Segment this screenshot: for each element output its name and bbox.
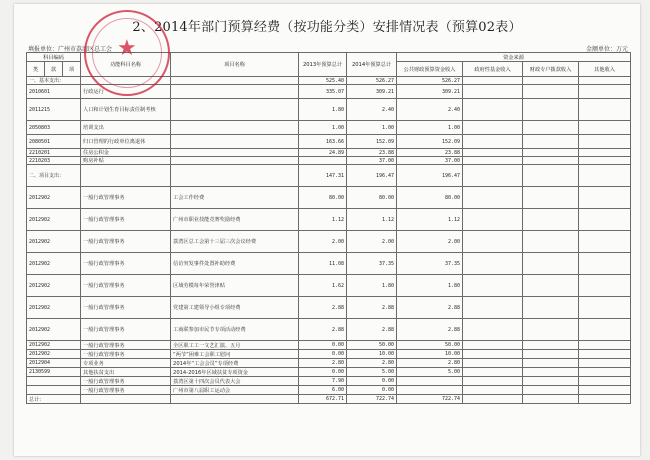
cell-project-name [171,99,299,121]
cell-special-account [523,187,579,209]
cell-project-name: “两节”困难工会职工慰问 [171,350,299,359]
cell-subject-code: 2010601 [27,85,81,99]
cell-other-income [579,77,631,85]
cell-other-income [579,157,631,165]
cell-func-subject-name: 一般行政管理事务 [81,341,171,350]
cell-other-income [579,297,631,319]
cell-func-subject-name [81,165,171,187]
cell-project-name [171,395,299,404]
table-row [27,85,631,99]
table-row [27,135,631,149]
cell-project-name: 全区职工工一文艺汇演、五月 [171,341,299,350]
cell-subject-code: 2012902 [27,341,81,350]
cell-budget-2014: 196.47 [347,165,397,187]
cell-subject-code [27,377,81,386]
table-row [27,359,631,368]
cell-func-subject-name: 一般行政管理事务 [81,386,171,395]
cell-subject-code: 2012902 [27,319,81,341]
cell-subject-code: 2012902 [27,187,81,209]
cell-public-finance: 1.00 [397,121,463,135]
cell-other-income [579,135,631,149]
cell-project-name [171,157,299,165]
cell-other-income [579,99,631,121]
cell-func-subject-name: 一般行政管理事务 [81,187,171,209]
reporting-unit-name: 广州市荔湾区总工会 [58,46,113,53]
cell-other-income [579,275,631,297]
table-row [27,165,631,187]
cell-func-subject-name: 行政运行 [81,85,171,99]
header-func-subject-name: 功能科目名称 [81,53,171,77]
cell-gov-fund [463,165,523,187]
cell-func-subject-name: 一般行政管理事务 [81,297,171,319]
cell-budget-2014: 23.88 [347,149,397,157]
cell-special-account [523,319,579,341]
cell-budget-2013: 2.88 [299,319,347,341]
cell-other-income [579,165,631,187]
cell-budget-2014: 0.00 [347,386,397,395]
cell-project-name: 区域劳模每年荣誉津贴 [171,275,299,297]
cell-special-account [523,253,579,275]
cell-public-finance: 5.00 [397,368,463,377]
cell-project-name: 党建第工建领导小组专项经费 [171,297,299,319]
cell-project-name [171,135,299,149]
table-row [27,297,631,319]
cell-func-subject-name: 一般行政管理事务 [81,253,171,275]
cell-special-account [523,165,579,187]
cell-budget-2014: 1.80 [347,275,397,297]
cell-gov-fund [463,99,523,121]
cell-subject-code: 二、项目支出： [27,165,81,187]
cell-project-name: 广州市第八届职工运动会 [171,386,299,395]
cell-func-subject-name [81,395,171,404]
cell-gov-fund [463,275,523,297]
cell-project-name: 信访突发事件处置补助经费 [171,253,299,275]
table-row [27,350,631,359]
document-sheet [14,4,640,456]
cell-other-income [579,121,631,135]
cell-public-finance [397,386,463,395]
cell-special-account [523,275,579,297]
cell-special-account [523,157,579,165]
cell-other-income [579,85,631,99]
budget-table [26,52,631,404]
cell-other-income [579,377,631,386]
cell-func-subject-name: 培训支出 [81,121,171,135]
header-item: 项 [63,62,81,77]
cell-gov-fund [463,209,523,231]
cell-gov-fund [463,149,523,157]
cell-special-account [523,341,579,350]
cell-subject-code: 2012902 [27,350,81,359]
cell-public-finance: 23.88 [397,149,463,157]
header-funding-source: 资金来源 [397,53,631,62]
cell-special-account [523,85,579,99]
cell-other-income [579,253,631,275]
cell-subject-code: 2050803 [27,121,81,135]
header-project-name: 项目名称 [171,53,299,77]
cell-special-account [523,368,579,377]
cell-special-account [523,209,579,231]
amount-unit: 金额单位：万元 [585,46,628,53]
table-row [27,77,631,85]
cell-func-subject-name: 一般行政管理事务 [81,275,171,297]
cell-public-finance: 2.80 [397,359,463,368]
cell-gov-fund [463,359,523,368]
header-subject-code: 科目编码 [27,53,81,62]
cell-func-subject-name: 一般行政管理事务 [81,377,171,386]
budget-table-body [27,77,631,404]
cell-project-name: 荔湾区总工会第十三届三次会议经费 [171,231,299,253]
cell-gov-fund [463,297,523,319]
cell-func-subject-name: 一般行政管理事务 [81,350,171,359]
cell-project-name: 广州市职业技能竞赛奖励经费 [171,209,299,231]
table-row [27,386,631,395]
cell-gov-fund [463,121,523,135]
cell-subject-code: 2012902 [27,275,81,297]
table-row [27,368,631,377]
cell-budget-2013: 147.31 [299,165,347,187]
cell-public-finance [397,377,463,386]
table-row [27,377,631,386]
table-row [27,209,631,231]
header-special-account: 财政专户拨款收入 [523,62,579,77]
cell-subject-code: 2012902 [27,209,81,231]
cell-project-name: 荔湾区第十四次会员代表大会 [171,377,299,386]
table-row [27,121,631,135]
cell-subject-code: 一、基本支出： [27,77,81,85]
cell-gov-fund [463,341,523,350]
cell-func-subject-name: 归口管理的行政单位离退休 [81,135,171,149]
cell-gov-fund [463,368,523,377]
cell-budget-2013: 24.89 [299,149,347,157]
cell-subject-code [27,386,81,395]
cell-budget-2013: 1.80 [299,99,347,121]
cell-other-income [579,187,631,209]
cell-public-finance: 2.88 [397,319,463,341]
cell-budget-2014: 37.00 [347,157,397,165]
table-row [27,187,631,209]
cell-subject-code: 2130599 [27,368,81,377]
cell-public-finance: 37.35 [397,253,463,275]
cell-special-account [523,231,579,253]
cell-gov-fund [463,319,523,341]
cell-other-income [579,395,631,404]
cell-project-name [171,149,299,157]
cell-budget-2013: 672.71 [299,395,347,404]
reporting-unit-label: 填报单位： [28,46,59,53]
cell-other-income [579,368,631,377]
cell-subject-code: 2210201 [27,149,81,157]
header-public-finance: 公共财政预算资金收入 [397,62,463,77]
cell-project-name [171,121,299,135]
cell-budget-2014: 5.00 [347,368,397,377]
cell-project-name [171,165,299,187]
cell-budget-2014: 80.00 [347,187,397,209]
cell-special-account [523,77,579,85]
cell-other-income [579,359,631,368]
cell-gov-fund [463,77,523,85]
cell-special-account [523,395,579,404]
cell-special-account [523,386,579,395]
header-kind: 类 [27,62,45,77]
cell-budget-2013: 6.00 [299,386,347,395]
table-row [27,149,631,157]
cell-special-account [523,121,579,135]
cell-subject-code: 总计： [27,395,81,404]
cell-project-name [171,85,299,99]
cell-budget-2013: 163.66 [299,135,347,149]
cell-budget-2014: 722.74 [347,395,397,404]
header-section: 款 [45,62,63,77]
cell-subject-code: 2012902 [27,253,81,275]
cell-budget-2013: 7.90 [299,377,347,386]
cell-other-income [579,149,631,157]
cell-budget-2014: 2.88 [347,297,397,319]
cell-project-name: 2014年“工会会员”专项经费 [171,359,299,368]
cell-budget-2013: 0.00 [299,350,347,359]
cell-func-subject-name: 住房公积金 [81,149,171,157]
cell-public-finance: 1.80 [397,275,463,297]
cell-other-income [579,231,631,253]
document-title: 2、2014年部门预算经费（按功能分类）安排情况表（预算02表） [132,20,522,35]
cell-public-finance: 37.00 [397,157,463,165]
cell-gov-fund [463,253,523,275]
cell-budget-2013: 0.00 [299,341,347,350]
table-row [27,99,631,121]
cell-func-subject-name: 其他扶贫支出 [81,368,171,377]
cell-budget-2014: 0.00 [347,377,397,386]
cell-public-finance: 10.00 [397,350,463,359]
cell-gov-fund [463,377,523,386]
cell-func-subject-name [81,77,171,85]
cell-gov-fund [463,386,523,395]
table-row [27,275,631,297]
cell-gov-fund [463,231,523,253]
cell-special-account [523,135,579,149]
cell-public-finance: 196.47 [397,165,463,187]
header-budget-2014: 2014年预算总计 [347,53,397,77]
cell-gov-fund [463,350,523,359]
cell-func-subject-name: 专项业务 [81,359,171,368]
cell-budget-2013: 525.40 [299,77,347,85]
cell-budget-2014: 526.27 [347,77,397,85]
cell-subject-code: 2012902 [27,231,81,253]
cell-gov-fund [463,395,523,404]
header-gov-fund: 政府性基金收入 [463,62,523,77]
cell-special-account [523,350,579,359]
cell-budget-2014: 1.12 [347,209,397,231]
cell-func-subject-name: 一般行政管理事务 [81,209,171,231]
cell-public-finance: 526.27 [397,77,463,85]
cell-subject-code: 2012904 [27,359,81,368]
header-other-income: 其他收入 [579,62,631,77]
cell-other-income [579,341,631,350]
cell-budget-2013: 2.00 [299,231,347,253]
cell-budget-2013: 1.00 [299,121,347,135]
cell-other-income [579,350,631,359]
header-budget-2013: 2013年预算总计 [299,53,347,77]
cell-public-finance: 50.00 [397,341,463,350]
cell-project-name [171,77,299,85]
cell-budget-2014: 2.00 [347,231,397,253]
cell-project-name: 工会工作经费 [171,187,299,209]
cell-public-finance: 1.12 [397,209,463,231]
cell-budget-2014: 37.35 [347,253,397,275]
cell-budget-2014: 50.00 [347,341,397,350]
cell-public-finance: 2.88 [397,297,463,319]
cell-public-finance: 2.40 [397,99,463,121]
cell-budget-2013: 80.00 [299,187,347,209]
table-row [27,319,631,341]
cell-gov-fund [463,157,523,165]
cell-public-finance: 722.74 [397,395,463,404]
cell-other-income [579,319,631,341]
cell-budget-2014: 2.88 [347,319,397,341]
cell-special-account [523,359,579,368]
cell-special-account [523,297,579,319]
cell-subject-code: 2080501 [27,135,81,149]
cell-public-finance: 80.00 [397,187,463,209]
cell-project-name: 工商联参加市民节专项活动经费 [171,319,299,341]
cell-budget-2014: 1.00 [347,121,397,135]
cell-budget-2014: 152.09 [347,135,397,149]
cell-project-name: 2014-2016年区域扶贫专项资金 [171,368,299,377]
cell-public-finance: 152.09 [397,135,463,149]
cell-budget-2014: 10.00 [347,350,397,359]
cell-other-income [579,386,631,395]
table-row [27,231,631,253]
cell-func-subject-name: 一般行政管理事务 [81,319,171,341]
cell-other-income [579,209,631,231]
cell-func-subject-name: 人口和计划生育目标责任制考核 [81,99,171,121]
cell-special-account [523,377,579,386]
cell-budget-2014: 2.80 [347,359,397,368]
table-row [27,253,631,275]
table-row [27,157,631,165]
cell-budget-2013: 2.80 [299,359,347,368]
cell-special-account [523,149,579,157]
cell-budget-2014: 2.40 [347,99,397,121]
cell-subject-code: 2011215 [27,99,81,121]
cell-budget-2013: 335.07 [299,85,347,99]
seal-star-icon: ★ [117,36,137,61]
cell-budget-2013: 0.00 [299,368,347,377]
cell-func-subject-name: 购房补贴 [81,157,171,165]
cell-budget-2013: 11.08 [299,253,347,275]
cell-budget-2013 [299,157,347,165]
cell-public-finance: 2.00 [397,231,463,253]
cell-subject-code: 2012902 [27,297,81,319]
cell-public-finance: 309.21 [397,85,463,99]
cell-special-account [523,99,579,121]
cell-budget-2013: 2.88 [299,297,347,319]
cell-func-subject-name: 一般行政管理事务 [81,231,171,253]
cell-gov-fund [463,85,523,99]
cell-subject-code: 2210203 [27,157,81,165]
cell-budget-2013: 1.62 [299,275,347,297]
cell-budget-2014: 309.21 [347,85,397,99]
table-row [27,341,631,350]
table-row [27,395,631,404]
cell-gov-fund [463,135,523,149]
cell-gov-fund [463,187,523,209]
cell-budget-2013: 1.12 [299,209,347,231]
